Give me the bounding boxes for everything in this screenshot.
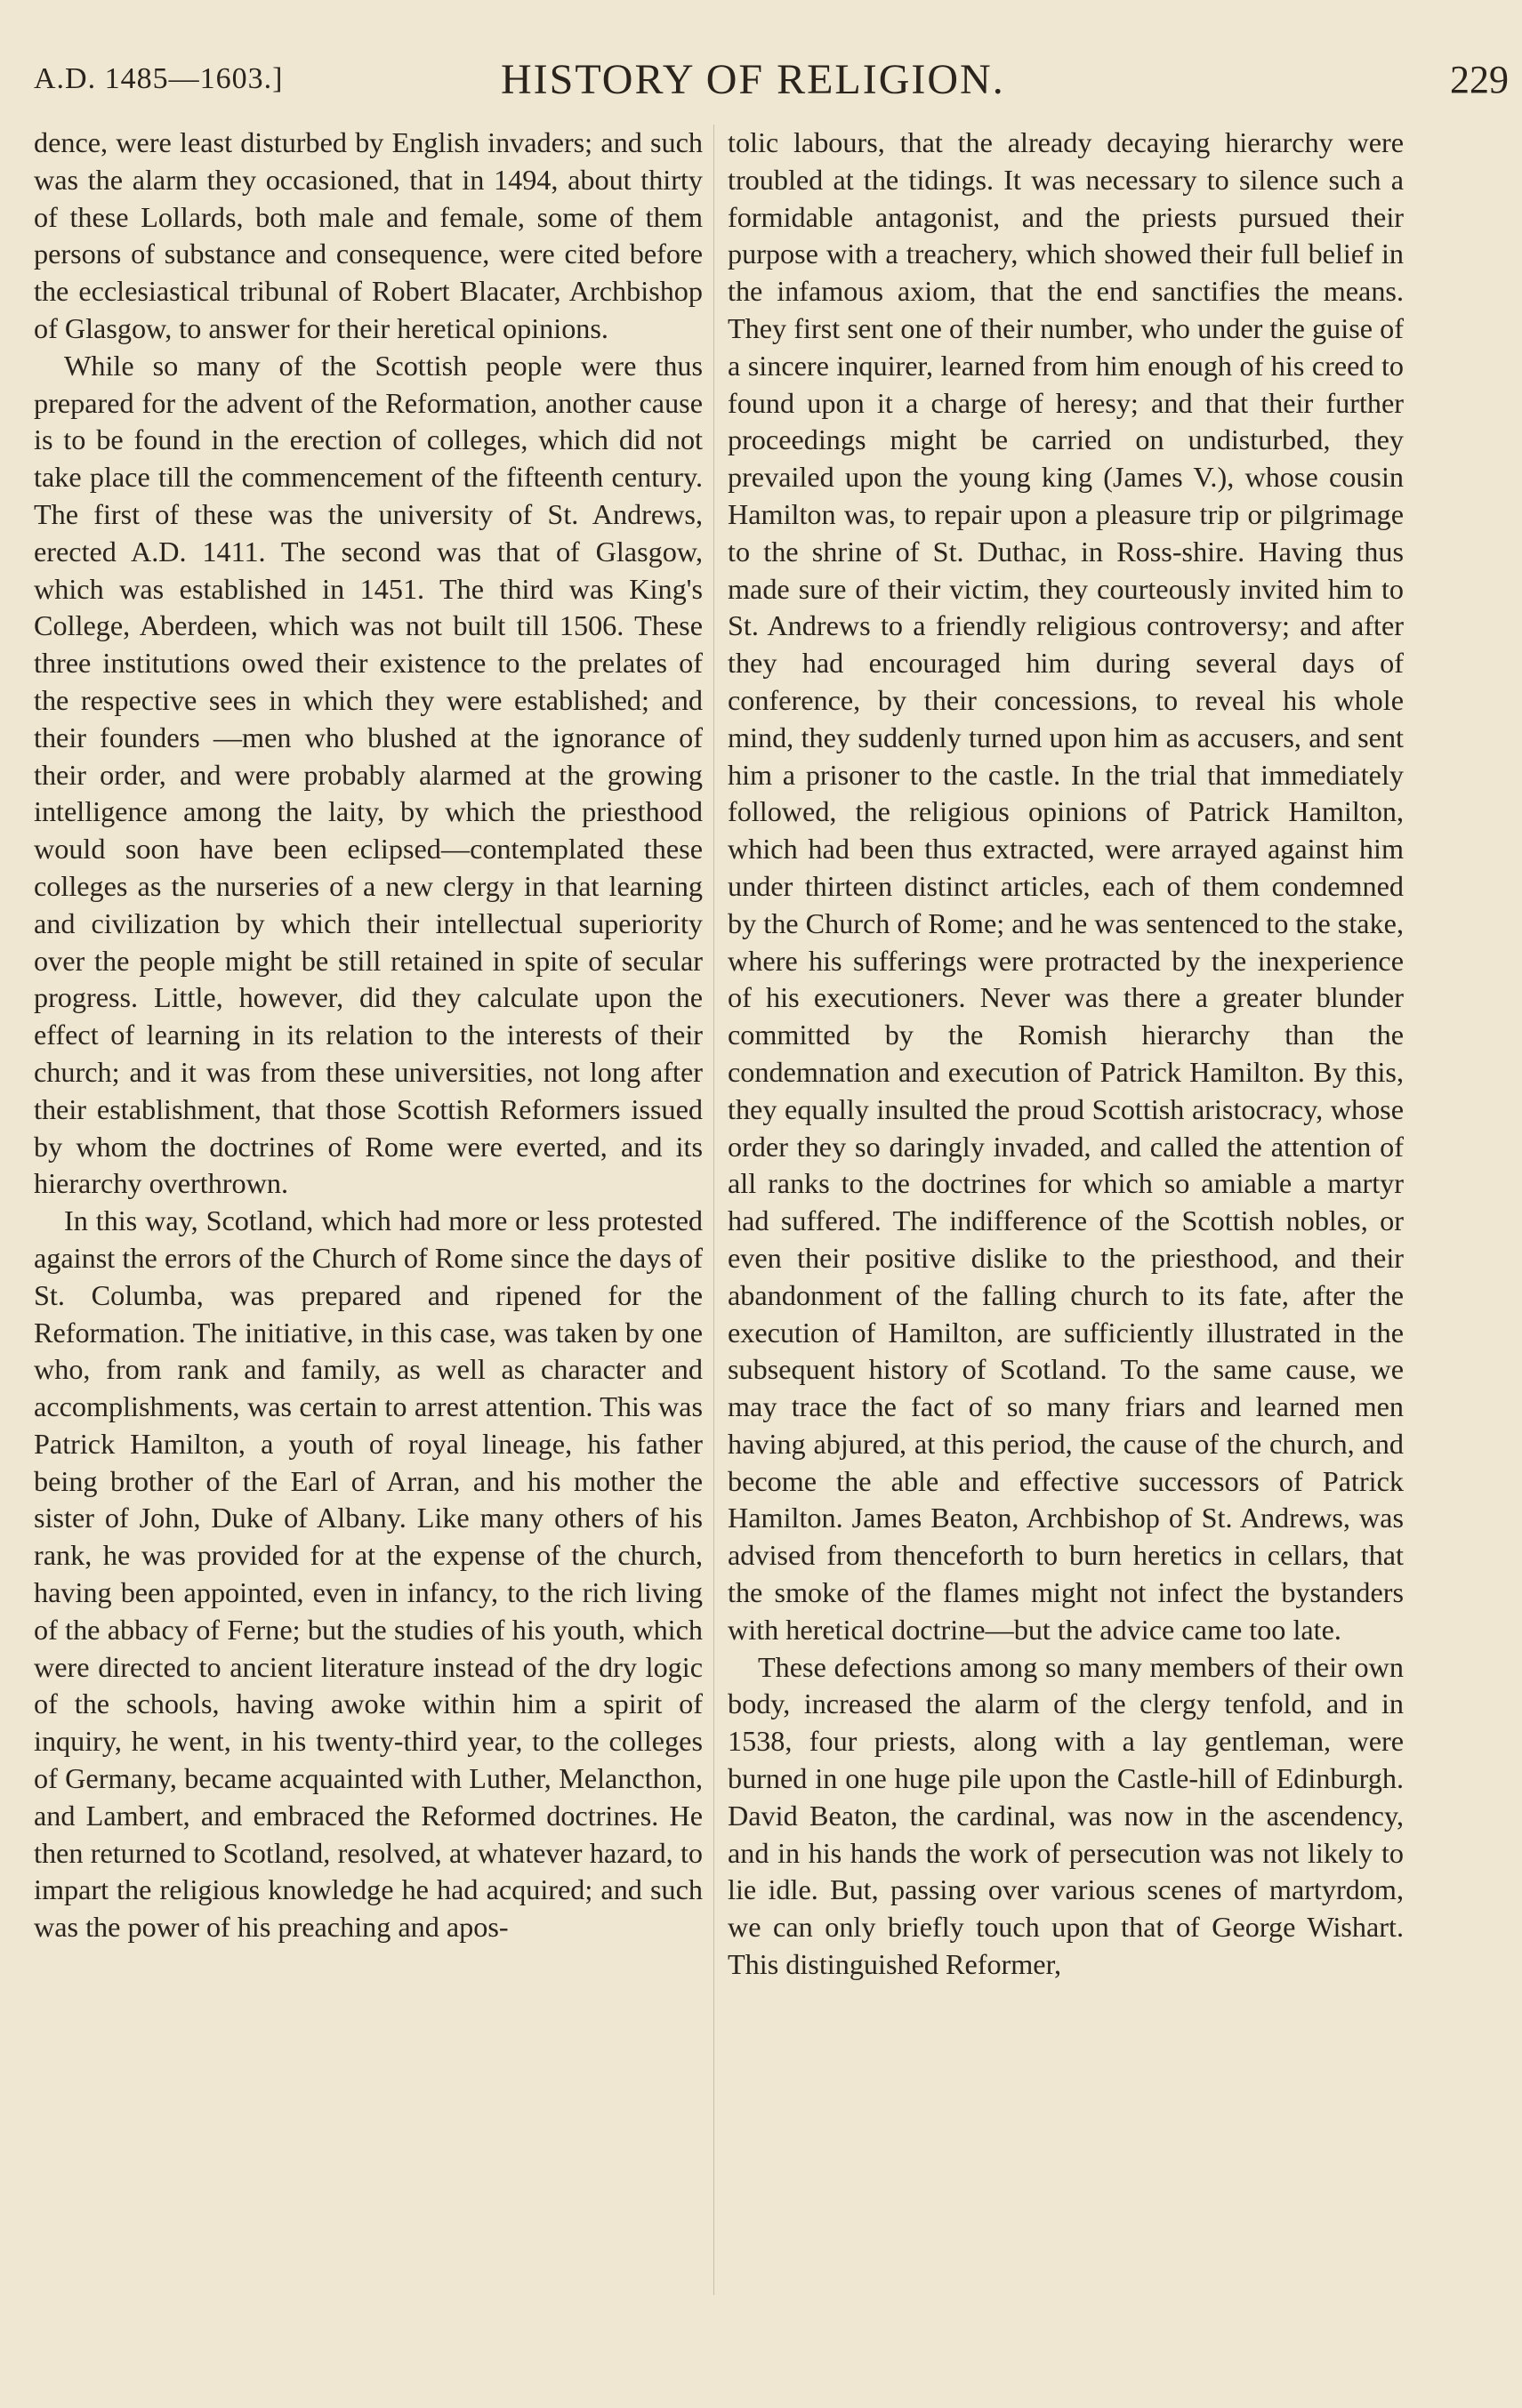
date-range: A.D. 1485—1603.] xyxy=(34,62,284,95)
paragraph: These defections among so many members of their own body, increased the alarm of the clergy tenfold, and in 1538, four priests, along with a lay gentleman, were burned in one huge pile upon the Castle-hill of Edinburgh. David Beaton, the cardinal, was now in the ascendency, and in his hands the work of persecution was not likely to lie idle. But, passing over various scenes of martyrdom, we can only briefly touch upon that of George Wishart. This distinguished Reformer, xyxy=(728,1650,1404,1981)
running-header xyxy=(34,55,1522,107)
left-column xyxy=(34,125,703,1946)
page-title: HISTORY OF RELIGION. xyxy=(501,56,1005,103)
paragraph: While so many of the Scottish people were thus prepared for the advent of the Reformation, another cause is to be found in the erection of colleges, which did not take place till the commencement of the fifteenth century. The first of these was the university of St. Andrews, erected A.D. 1411. The second was that of Glasgow, which was established in 1451. The third was King's College, Aberdeen, which was not built till 1506. These three institutions owed their existence to the prelates of the respective sees in which they were established; and their founders —men who blushed at the ignorance of their order, and were probably alarmed at the growing intelligence among the laity, by which the priesthood would soon have been eclipsed—contemplated these colleges as the nurseries of a new clergy in that learning and civilization by which their intellectual superiority over the people might be still retained in spite of secular progress. Little, however, did they calculate upon the effect of learning in its relation to the interests of their church; and it was from these universities, not long after their establishment, that those Scottish Reformers issued by whom the doctrines of Rome were everted, and its hierarchy overthrown. xyxy=(34,349,703,1200)
right-column xyxy=(728,125,1404,1984)
paragraph: dence, were least disturbed by English invaders; and such was the alarm they occasioned, that in 1494, about thirty of these Lollards, both male and female, some of them persons of substance and consequence, were cited before the ecclesiastical tribunal of Robert Blacater, Archbishop of Glasgow, to answer for their heretical opinions. xyxy=(34,126,703,344)
paragraph: tolic labours, that the already decaying hierarchy were troubled at the tidings. It was necessary to silence such a formidable antagonist, and the priests pursued their purpose with a treachery, which showed their full belief in the infamous axiom, that the end sanctifies the means. They first sent one of their number, who under the guise of a sincere inquirer, learned from him enough of his creed to found upon it a charge of heresy; and that their further proceedings might be carried on undisturbed, they prevailed upon the young king (James V.), whose cousin Hamilton was, to repair upon a pleasure trip or pilgrimage to the shrine of St. Duthac, in Ross-shire. Having thus made sure of their victim, they courteously invited him to St. Andrews to a friendly religious controversy; and after they had encouraged him during several days of conference, by their concessions, to reveal his whole mind, they suddenly turned upon him as accusers, and sent him a prisoner to the castle. In the trial that immediately followed, the religious opinions of Patrick Hamilton, which had been thus extracted, were arrayed against him under thirteen distinct articles, each of them condemned by the Church of Rome; and he was sentenced to the stake, where his sufferings were protracted by the inexperience of his executioners. Never was there a greater blunder committed by the Romish hierarchy than the condemnation and execution of Patrick Hamilton. By this, they equally insulted the proud Scottish aristocracy, whose order they so daringly invaded, and called the attention of all ranks to the doctrines for which so amiable a martyr had suffered. The indifference of the Scottish nobles, or even their positive dislike to the priesthood, and their abandonment of the falling church to its fate, after the execution of Hamilton, are sufficiently illustrated in the subsequent history of Scotland. To the same cause, we may trace the fact of so many friars and learned men having abjured, at this period, the cause of the church, and become the able and effective successors of Patrick Hamilton. James Beaton, Archbishop of St. Andrews, was advised from thenceforth to burn heretics in cellars, that the smoke of the flames might not infect the bystanders with heretical doctrine—but the advice came too late. xyxy=(728,126,1404,1646)
page-number: 229 xyxy=(1450,58,1509,101)
column-divider xyxy=(713,125,714,2295)
paragraph: In this way, Scotland, which had more or less protested against the errors of the Church of Rome since the days of St. Columba, was prepared and ripened for the Reformation. The initiative, in this case, was taken by one who, from rank and family, as well as character and accomplishments, was certain to arrest attention. This was Patrick Hamilton, a youth of royal lineage, his father being brother of the Earl of Arran, and his mother the sister of John, Duke of Albany. Like many others of his rank, he was provided for at the expense of the church, having been appointed, even in infancy, to the rich living of the abbacy of Ferne; but the studies of his youth, which were directed to ancient literature instead of the dry logic of the schools, having awoke within him a spirit of inquiry, he went, in his twenty-third year, to the colleges of Germany, became acquainted with Luther, Melancthon, and Lambert, and embraced the Reformed doctrines. He then returned to Scotland, resolved, at whatever hazard, to impart the religious knowledge he had acquired; and such was the power of his preaching and apos- xyxy=(34,1204,703,1944)
